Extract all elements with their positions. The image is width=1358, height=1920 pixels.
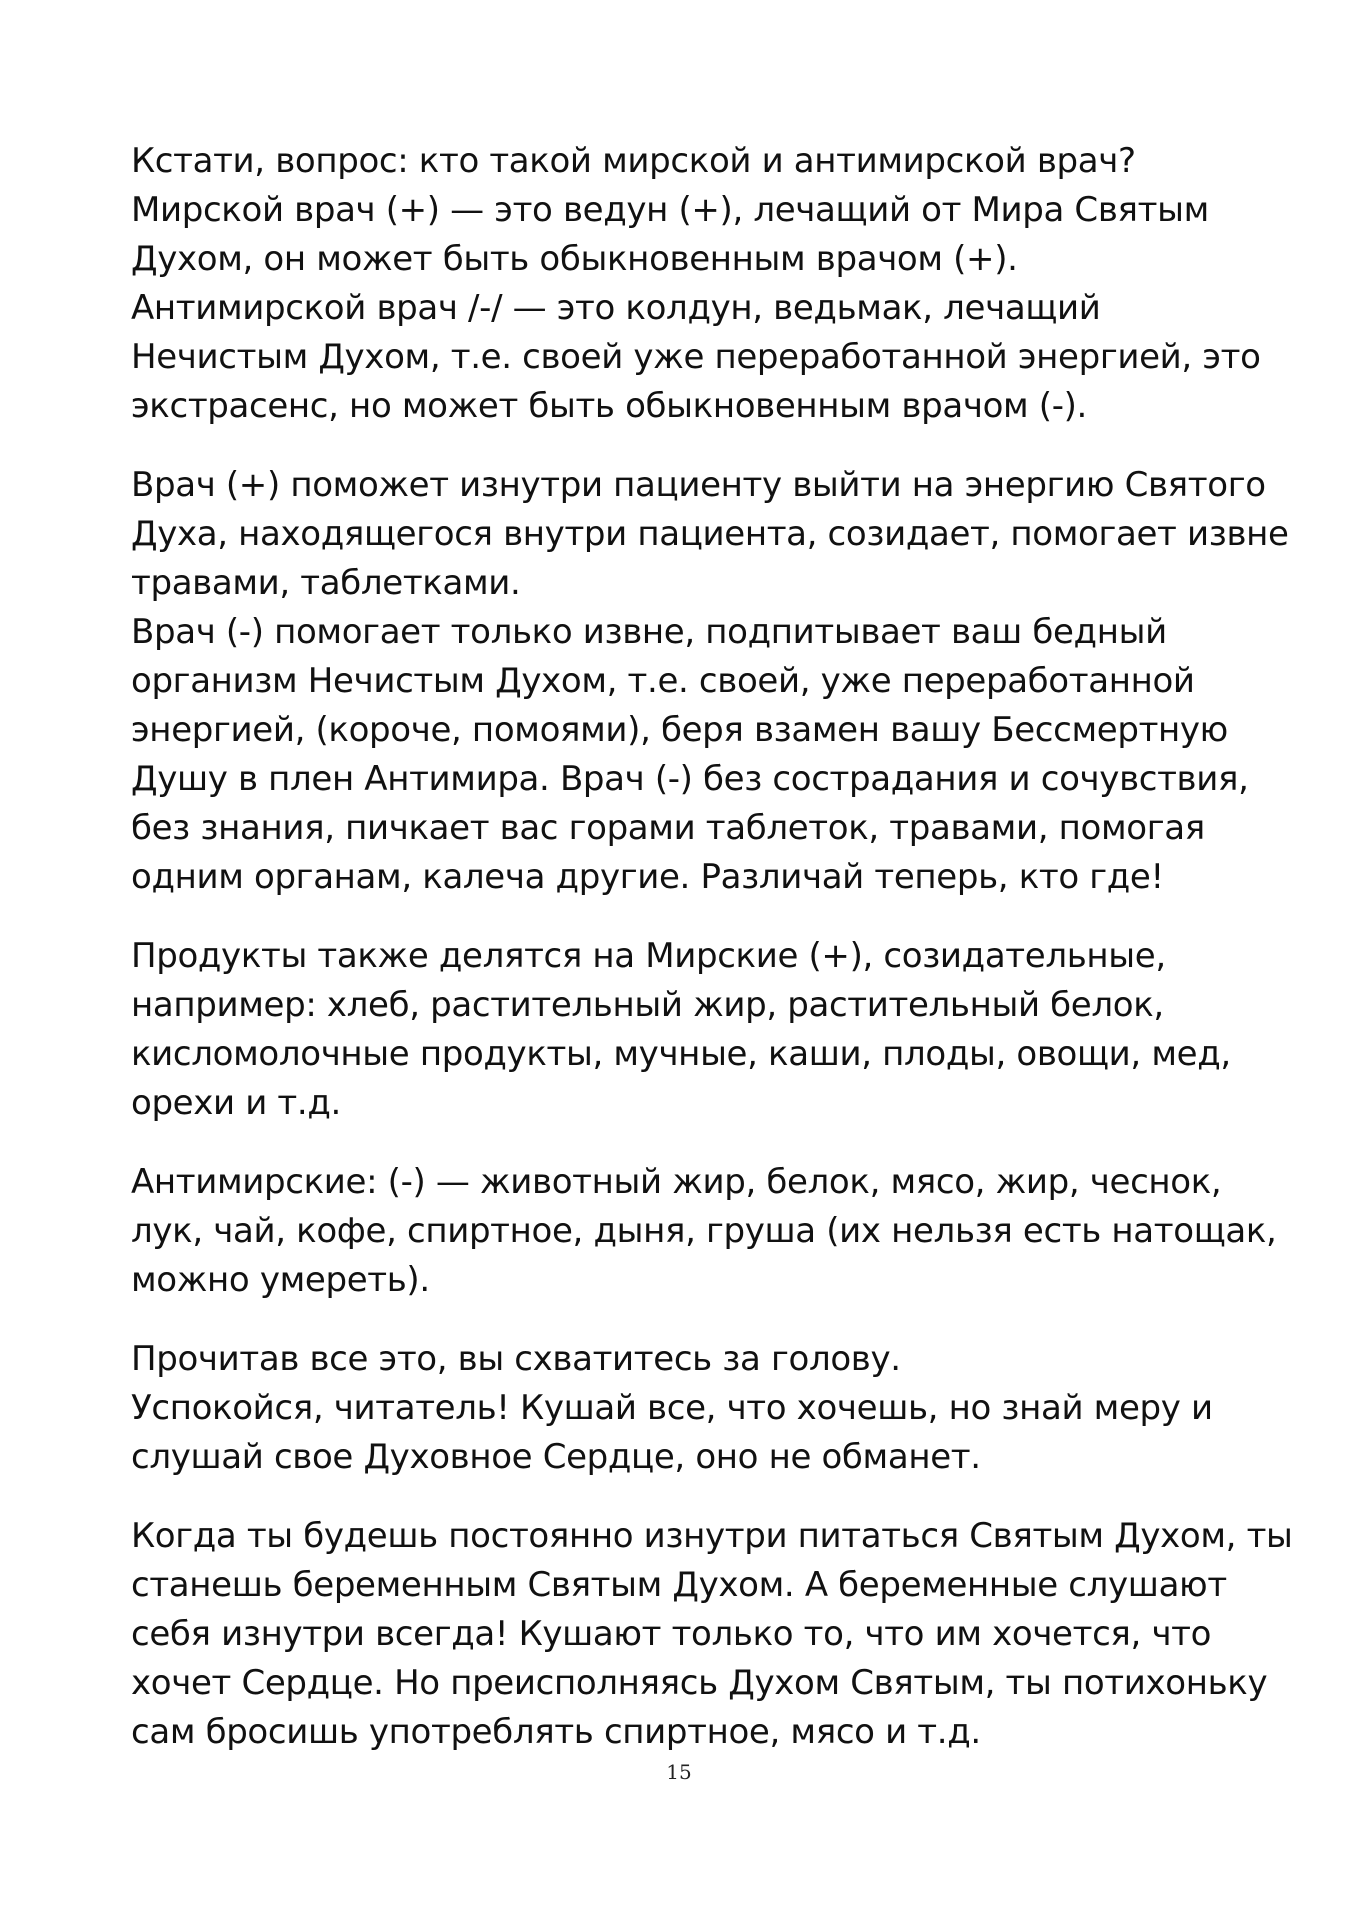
- paragraph-4: [131, 1158, 1277, 1305]
- text-line: Когда ты будешь постоянно изнутри питаться Святым Духом, ты: [131, 1516, 1293, 1556]
- text-line: Нечистым Духом, т.е. своей уже переработанной энергией, это: [131, 337, 1261, 377]
- text-line: сам бросишь употреблять спиртное, мясо и т.д.: [131, 1712, 981, 1752]
- paragraph-1: [131, 137, 1261, 431]
- paragraph-6: [131, 1512, 1293, 1757]
- text-line: экстрасенс, но может быть обыкновенным врачом (-).: [131, 386, 1087, 426]
- text-line: Антимирские: (-) — животный жир, белок, мясо, жир, чеснок,: [131, 1162, 1222, 1202]
- text-line: Врач (+) поможет изнутри пациенту выйти на энергию Святого: [131, 465, 1266, 505]
- text-line: станешь беременным Святым Духом. А беременные слушают: [131, 1565, 1227, 1605]
- paragraph-3: [131, 932, 1241, 1128]
- text-line: лук, чай, кофе, спиртное, дыня, груша (их нельзя есть натощак,: [131, 1211, 1277, 1251]
- text-line: Успокойся, читатель! Кушай все, что хочешь, но знай меру и: [131, 1388, 1213, 1428]
- text-line: Врач (-) помогает только извне, подпитывает ваш бедный: [131, 612, 1167, 652]
- text-line: хочет Сердце. Но преисполняясь Духом Святым, ты потихоньку: [131, 1663, 1268, 1703]
- text-line: Кстати, вопрос: кто такой мирской и антимирской врач?: [131, 141, 1136, 181]
- paragraph-5: [131, 1335, 1241, 1482]
- text-line: кисломолочные продукты, мучные, каши, плоды, овощи, мед,: [131, 1034, 1231, 1074]
- page-body: [131, 137, 1293, 1787]
- text-line: организм Нечистым Духом, т.е. своей, уже переработанной: [131, 661, 1195, 701]
- text-line: Прочитав все это, вы схватитесь за голову.: [131, 1339, 901, 1379]
- page-number: 15: [666, 1760, 692, 1784]
- text-line: слушай свое Духовное Сердце, оно не обманет.: [131, 1437, 981, 1477]
- text-line: без знания, пичкает вас горами таблеток, травами, помогая: [131, 808, 1205, 848]
- text-line: Духом, он может быть обыкновенным врачом (+).: [131, 239, 1018, 279]
- text-line: орехи и т.д.: [131, 1083, 341, 1123]
- text-line: энергией, (короче, помоями), беря взамен вашу Бессмертную: [131, 710, 1228, 750]
- text-line: можно умереть).: [131, 1260, 430, 1300]
- text-line: травами, таблетками.: [131, 563, 521, 603]
- text-line: Мирской врач (+) — это ведун (+), лечащий от Мира Святым: [131, 190, 1209, 230]
- text-line: Душу в плен Антимира. Врач (-) без сострадания и сочувствия,: [131, 759, 1249, 799]
- text-line: себя изнутри всегда! Кушают только то, что им хочется, что: [131, 1614, 1212, 1654]
- text-line: Духа, находящегося внутри пациента, созидает, помогает извне: [131, 514, 1289, 554]
- paragraph-2: [131, 461, 1289, 902]
- text-line: Антимирской врач /-/ — это колдун, ведьмак, лечащий: [131, 288, 1101, 328]
- text-line: одним органам, калеча другие. Различай теперь, кто где!: [131, 857, 1164, 897]
- text-line: например: хлеб, растительный жир, растительный белок,: [131, 985, 1164, 1025]
- text-line: Продукты также делятся на Мирские (+), созидательные,: [131, 936, 1166, 976]
